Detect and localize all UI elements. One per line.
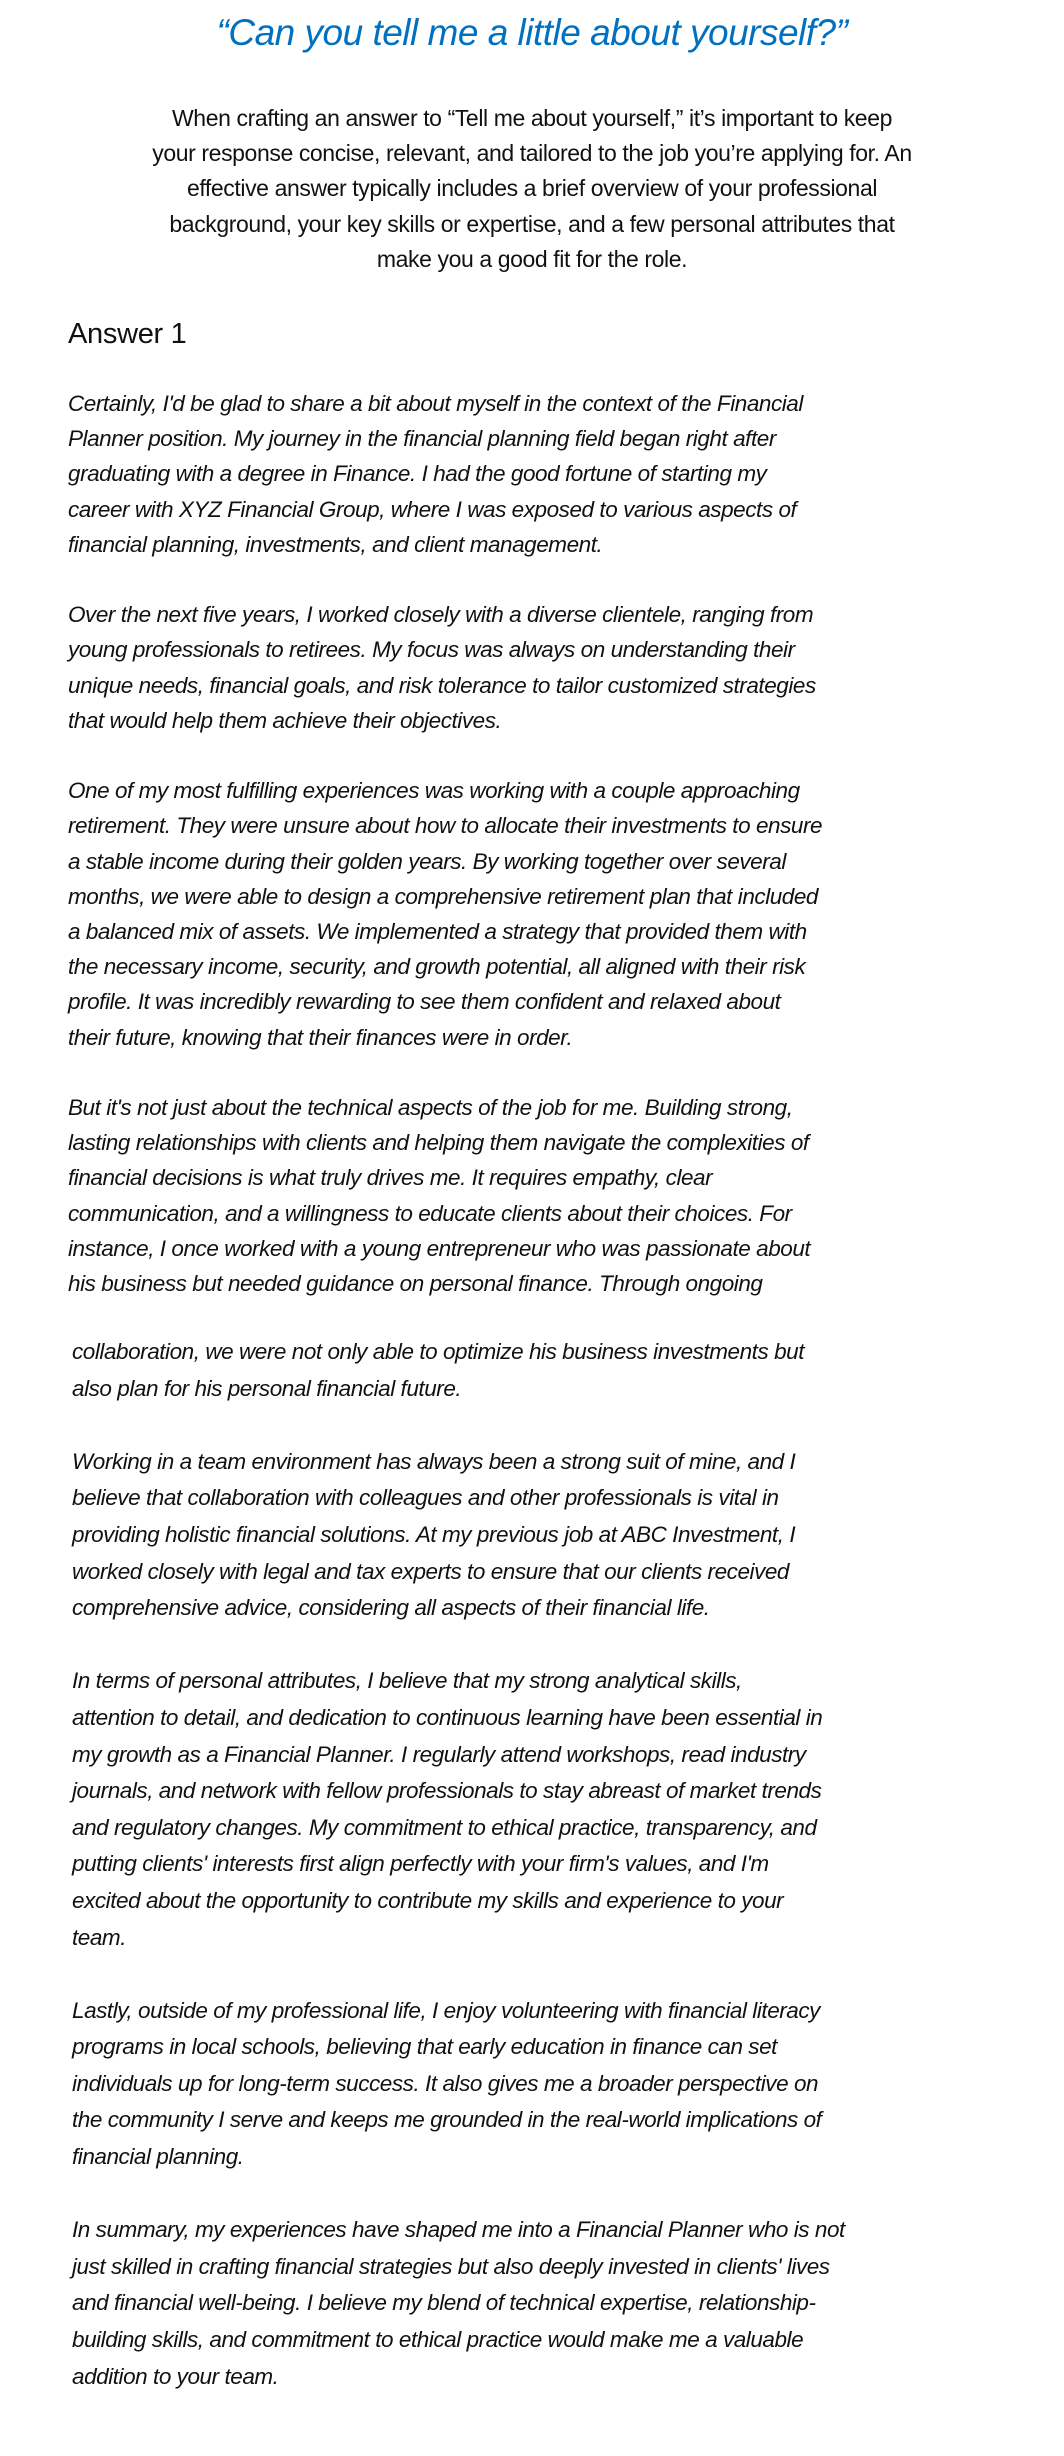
answer-paragraph	[72, 1334, 845, 1407]
text-line: worked closely with legal and tax experts to ensure that our clients received	[72, 1558, 789, 1584]
text-line: team.	[72, 1924, 127, 1950]
text-line: a balanced mix of assets. We implemented a strategy that provided them with	[68, 919, 807, 945]
answer-paragraph	[72, 1993, 845, 2176]
text-line: effective answer typically includes a brief overview of your professional	[186, 175, 878, 202]
text-line: also plan for his personal financial future.	[72, 1375, 462, 1401]
answer-paragraph	[68, 773, 822, 1055]
text-line: your response concise, relevant, and tailored to the job you’re applying for. An	[152, 140, 912, 167]
text-line: his business but needed guidance on personal finance. Through ongoing	[68, 1271, 763, 1297]
text-line: financial planning, investments, and client management.	[68, 531, 603, 557]
text-line: Over the next five years, I worked closely with a diverse clientele, ranging from	[68, 602, 814, 628]
text-line: and financial well-being. I believe my blend of technical expertise, relationship-	[72, 2290, 816, 2316]
text-line: that would help them achieve their objectives.	[68, 707, 502, 733]
text-line: Certainly, I'd be glad to share a bit about myself in the context of the Financial	[68, 391, 803, 416]
text-line: addition to your team.	[72, 2363, 279, 2389]
answer-heading: Answer 1	[68, 318, 187, 350]
text-line: Working in a team environment has always been a strong suit of mine, and I	[72, 1448, 796, 1474]
text-line: In summary, my experiences have shaped me into a Financial Planner who is not	[72, 2217, 845, 2243]
answer-paragraph	[68, 386, 822, 562]
text-line: attention to detail, and dedication to continuous learning have been essential in	[72, 1704, 823, 1730]
text-line: graduating with a degree in Finance. I had the good fortune of starting my	[68, 461, 767, 487]
answer-paragraph	[68, 597, 822, 738]
text-line: collaboration, we were not only able to optimize his business investments but	[72, 1339, 805, 1364]
text-line: my growth as a Financial Planner. I regularly attend workshops, read industry	[72, 1741, 806, 1767]
answer-paragraph	[72, 2212, 845, 2395]
text-line: But it's not just about the technical aspects of the job for me. Building strong,	[68, 1095, 793, 1121]
text-line: just skilled in crafting financial strategies but also deeply invested in clients' lives	[72, 2253, 830, 2279]
text-line: believe that collaboration with colleagues and other professionals is vital in	[72, 1485, 779, 1511]
text-line: individuals up for long-term success. It also gives me a broader perspective on	[72, 2070, 819, 2096]
answer-paragraph	[72, 1663, 845, 1956]
answer-text-page-2	[72, 1334, 845, 2432]
text-line: journals, and network with fellow professionals to stay abreast of market trends	[72, 1778, 822, 1804]
text-line: profile. It was incredibly rewarding to see them confident and relaxed about	[68, 989, 781, 1015]
text-line: communication, and a willingness to educate clients about their choices. For	[68, 1200, 792, 1226]
text-line: excited about the opportunity to contribute my skills and experience to your	[72, 1887, 784, 1913]
text-line: financial planning.	[72, 2144, 244, 2170]
text-line: instance, I once worked with a young entrepreneur who was passionate about	[68, 1235, 811, 1261]
text-line: lasting relationships with clients and helping them navigate the complexities of	[68, 1130, 809, 1156]
text-line: retirement. They were unsure about how to allocate their investments to ensure	[68, 813, 823, 839]
text-line: background, your key skills or expertise, and a few personal attributes that	[169, 210, 895, 237]
text-line: providing holistic financial solutions. At my previous job at ABC Investment, I	[72, 1521, 796, 1547]
text-line: Planner position. My journey in the financial planning field began right after	[68, 426, 776, 452]
text-line: putting clients' interests first align perfectly with your firm's values, and I'm	[72, 1851, 769, 1877]
text-line: young professionals to retirees. My focus was always on understanding their	[68, 637, 795, 663]
text-line: programs in local schools, believing that early education in finance can set	[72, 2034, 777, 2060]
text-line: a stable income during their golden years. By working together over several	[68, 848, 786, 874]
text-line: comprehensive advice, considering all aspects of their financial life.	[72, 1595, 710, 1621]
text-line: the necessary income, security, and growth potential, all aligned with their risk	[68, 954, 806, 980]
intro-text	[0, 101, 1064, 277]
text-line: When crafting an answer to “Tell me about yourself,” it’s important to keep	[172, 105, 892, 131]
text-line: months, we were able to design a comprehensive retirement plan that included	[68, 883, 818, 909]
answer-text-page-1	[68, 386, 822, 1336]
answer-paragraph	[68, 1090, 822, 1301]
text-line: building skills, and commitment to ethical practice would make me a valuable	[72, 2327, 804, 2353]
text-line: make you a good fit for the role.	[376, 245, 688, 272]
text-line: and regulatory changes. My commitment to ethical practice, transparency, and	[72, 1814, 817, 1840]
text-line: their future, knowing that their finances were in order.	[68, 1024, 573, 1050]
text-line: In terms of personal attributes, I believe that my strong analytical skills,	[72, 1668, 742, 1694]
page-title: “Can you tell me a little about yourself?”	[216, 12, 848, 53]
text-line: One of my most fulfilling experiences was working with a couple approaching	[68, 778, 800, 804]
text-line: career with XYZ Financial Group, where I was exposed to various aspects of	[68, 496, 797, 522]
text-line: financial decisions is what truly drives me. It requires empathy, clear	[68, 1165, 713, 1191]
text-line: Lastly, outside of my professional life, I enjoy volunteering with financial literacy	[72, 1997, 820, 2023]
text-line: unique needs, financial goals, and risk tolerance to tailor customized strategies	[68, 672, 816, 698]
text-line: the community I serve and keeps me grounded in the real-world implications of	[72, 2107, 822, 2133]
answer-paragraph	[72, 1444, 845, 1627]
